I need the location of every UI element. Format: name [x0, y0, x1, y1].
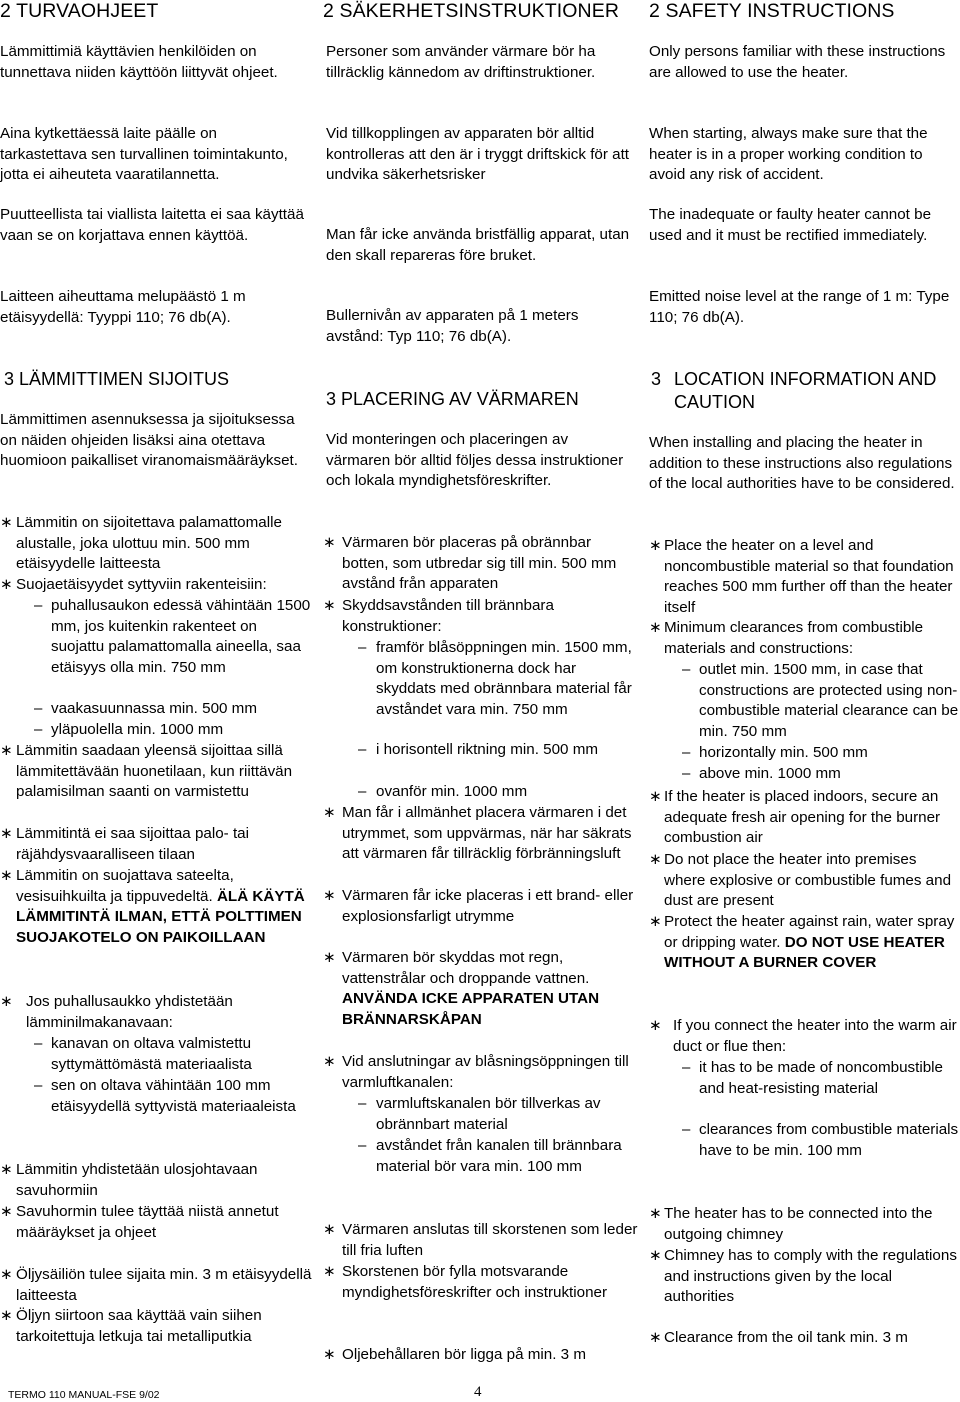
english-section3-title: LOCATION INFORMATION AND CAUTION	[674, 369, 937, 412]
finnish-noise-paragraph: Laitteen aiheuttama melupäästö 1 m etäisyydellä: Tyyppi 110; 76 db(A).	[0, 288, 246, 326]
asterisk-bullet-icon: ∗	[0, 1307, 13, 1324]
asterisk-bullet-icon: ∗	[649, 1247, 662, 1264]
swedish-bullet-chimney: Värmaren anslutas till skorstenen som leder till fria luften	[342, 1221, 638, 1259]
finnish-bullet-chimney-rules: Savuhormin tulee täyttää niistä annetut määräykset ja ohjeet	[16, 1203, 279, 1241]
english-bullet-chimney: The heater has to be connected into the outgoing chimney	[664, 1205, 933, 1243]
asterisk-bullet-icon: ∗	[323, 1221, 336, 1238]
asterisk-bullet-icon: ∗	[323, 1346, 336, 1363]
english-bullet-rain	[664, 912, 960, 974]
swedish-dash-above: ovanför min. 1000 mm	[376, 783, 528, 800]
swedish-bullet-explosive: Värmaren får icke placeras i ett brand- eller explosionsfarligt utrymme	[342, 887, 634, 925]
dash-bullet-icon: –	[34, 597, 43, 614]
english-bullet-explosive: Do not place the heater into premises where explosive or combustible fumes and dust are present	[664, 851, 952, 910]
swedish-bullet-clearances: Skyddsavstånden till brännbara konstruktioner:	[342, 597, 554, 635]
english-dash-above: above min. 1000 mm	[699, 765, 841, 782]
swedish-bullet-oil-tank: Oljebehållaren bör ligga på min. 3 m	[342, 1346, 586, 1363]
swedish-faulty-paragraph: Man får icke använda bristfällig apparat, utan den skall repareras före bruket.	[326, 226, 630, 264]
asterisk-bullet-icon: ∗	[0, 993, 13, 1010]
asterisk-bullet-icon: ∗	[649, 913, 662, 930]
finnish-dash-duct-material: kanavan on oltava valmistettu syttymättömästä materiaalista	[51, 1035, 252, 1073]
dash-bullet-icon: –	[358, 783, 367, 800]
finnish-bullet-duct: Jos puhallusaukko yhdistetään lämminilmakanavaan:	[26, 993, 233, 1031]
swedish-rain-text: Värmaren bör skyddas mot regn, vattenstrålar och droppande vattnen.	[342, 949, 590, 987]
finnish-bullet-oil-hoses: Öljyn siirtoon saa käyttää vain siihen tarkoitettuja letkuja tai metalliputkia	[16, 1307, 262, 1345]
swedish-warning-text: ANVÄNDA ICKE APPARATEN UTAN BRÄNNARSKÅPAN	[342, 990, 600, 1028]
dash-bullet-icon: –	[358, 1137, 367, 1154]
dash-bullet-icon: –	[34, 1077, 43, 1094]
english-rain-text: Protect the heater against rain, water spray or dripping water.	[664, 913, 955, 951]
asterisk-bullet-icon: ∗	[0, 1161, 13, 1178]
swedish-noise-paragraph: Bullernivån av apparaten på 1 meters avstånd: Typ 110; 76 db(A).	[326, 307, 579, 345]
english-users-paragraph: Only persons familiar with these instructions are allowed to use the heater.	[649, 43, 946, 81]
swedish-installation-paragraph: Vid monteringen och placeringen av värmaren bör alltid följes dessa instruktioner och lokala myndighetsföreskrifter.	[326, 431, 624, 490]
finnish-dash-horizontal: vaakasuunnassa min. 500 mm	[51, 700, 257, 717]
asterisk-bullet-icon: ∗	[0, 514, 13, 531]
swedish-dash-duct-clearance: avståndet från kanalen till brännbara material bör vara min. 100 mm	[376, 1137, 622, 1175]
footer-manual-id: TERMO 110 MANUAL-FSE 9/02	[8, 1389, 160, 1401]
swedish-bullet-duct: Vid anslutningar av blåsningsöppningen till varmluftkanalen:	[342, 1053, 629, 1091]
english-bullet-duct: If you connect the heater into the warm air duct or flue then:	[673, 1017, 957, 1055]
swedish-dash-duct-material: varmluftskanalen bör tillverkas av obrännbart material	[376, 1095, 601, 1133]
english-bullet-clearances: Minimum clearances from combustible materials and constructions:	[664, 619, 924, 657]
finnish-bullet-rain	[16, 866, 316, 948]
swedish-bullet-indoor: Man får i allmänhet placera värmaren i det utrymmet, som uppvärmas, när har säkrats att värmaren får tillräcklig förbränningsluft	[342, 804, 632, 863]
asterisk-bullet-icon: ∗	[649, 1205, 662, 1222]
asterisk-bullet-icon: ∗	[649, 619, 662, 636]
asterisk-bullet-icon: ∗	[0, 576, 13, 593]
finnish-section3-title: 3 LÄMMITTIMEN SIJOITUS	[4, 369, 230, 389]
page-number: 4	[474, 1384, 482, 1400]
finnish-installation-paragraph: Lämmittimen asennuksessa ja sijoituksessa on näiden ohjeiden lisäksi aina otettava huomioon paikalliset viranomaismääräykset.	[0, 411, 298, 470]
swedish-startup-paragraph: Vid tillkopplingen av apparaten bör alltid kontrolleras att den är i tryggt driftskick för att undvika säkerhetsrisker	[326, 125, 630, 184]
finnish-users-paragraph: Lämmittimiä käyttävien henkilöiden on tunnettava niiden käyttöön liittyvät ohjeet.	[0, 43, 278, 81]
finnish-dash-outlet: puhallusaukon edessä vähintään 1500 mm, jos kuitenkin rakenteet on suojattu palamattomalla aineella, saa etäisyys olla min. 750 mm	[51, 597, 311, 676]
english-title: 2 SAFETY INSTRUCTIONS	[649, 0, 895, 22]
english-bullet-chimney-rules: Chimney has to comply with the regulations and instructions given by the local authorities	[664, 1247, 957, 1306]
dash-bullet-icon: –	[358, 639, 367, 656]
dash-bullet-icon: –	[682, 765, 691, 782]
asterisk-bullet-icon: ∗	[0, 825, 13, 842]
english-bullet-base: Place the heater on a level and noncombustible material so that foundation reaches 500 mm further off than the heater itself	[664, 537, 954, 616]
asterisk-bullet-icon: ∗	[649, 537, 662, 554]
english-warning-text: DO NOT USE HEATER WITHOUT A BURNER COVER	[664, 933, 945, 972]
dash-bullet-icon: –	[358, 1095, 367, 1112]
asterisk-bullet-icon: ∗	[323, 1053, 336, 1070]
english-section3-number: 3	[651, 369, 662, 389]
asterisk-bullet-icon: ∗	[323, 1263, 336, 1280]
finnish-faulty-paragraph: Puutteellista tai viallista laitetta ei saa käyttää vaan se on korjattava ennen käyttöä.	[0, 206, 304, 244]
swedish-bullet-base: Värmaren bör placeras på obrännbar botten, som utbredar sig till min. 500 mm avstånd från apparaten	[342, 534, 617, 593]
asterisk-bullet-icon: ∗	[0, 867, 13, 884]
finnish-bullet-chimney: Lämmitin yhdistetään ulosjohtavaan savuhormiin	[16, 1161, 258, 1199]
asterisk-bullet-icon: ∗	[0, 1266, 13, 1283]
asterisk-bullet-icon: ∗	[323, 597, 336, 614]
finnish-dash-duct-clearance: sen on oltava vähintään 100 mm etäisyydellä syttyvistä materiaaleista	[51, 1077, 296, 1115]
finnish-bullet-indoor: Lämmitin saadaan yleensä sijoittaa sillä lämmitettävään huonetilaan, kun riittävän palamisilman saanti on varmistettu	[16, 742, 293, 801]
english-dash-outlet: outlet min. 1500 mm, in case that constructions are protected using non-combustible material clearance can be min. 750 mm	[699, 661, 959, 740]
swedish-dash-horizontal: i horisontell riktning min. 500 mm	[376, 741, 598, 758]
asterisk-bullet-icon: ∗	[0, 1203, 13, 1220]
english-faulty-paragraph: The inadequate or faulty heater cannot be used and it must be rectified immediately.	[649, 206, 932, 244]
dash-bullet-icon: –	[682, 661, 691, 678]
swedish-title: 2 SÄKERHETSINSTRUKTIONER	[323, 0, 620, 22]
english-bullet-oil-tank: Clearance from the oil tank min. 3 m	[664, 1329, 908, 1346]
finnish-warning-text: ÄLÄ KÄYTÄ LÄMMITINTÄ ILMAN, ETTÄ POLTTIMEN SUOJAKOTELO ON PAIKOILLAAN	[16, 887, 305, 946]
finnish-bullet-oil-tank: Öljysäiliön tulee sijaita min. 3 m etäisyydellä laitteesta	[16, 1266, 312, 1304]
dash-bullet-icon: –	[34, 721, 43, 738]
asterisk-bullet-icon: ∗	[649, 851, 662, 868]
dash-bullet-icon: –	[358, 741, 367, 758]
dash-bullet-icon: –	[682, 744, 691, 761]
dash-bullet-icon: –	[34, 700, 43, 717]
asterisk-bullet-icon: ∗	[649, 1017, 662, 1034]
finnish-bullet-base: Lämmitin on sijoitettava palamattomalle alustalle, joka ulottuu min. 500 mm etäisyydelle laitteesta	[16, 514, 282, 573]
finnish-rain-text: Lämmitin on suojattava sateelta, vesisuihkuilta ja tippuvedeltä.	[16, 867, 234, 905]
finnish-bullet-explosive: Lämmitintä ei saa sijoittaa palo- tai räjähdysvaaralliseen tilaan	[16, 825, 249, 863]
finnish-title: 2 TURVAOHJEET	[0, 0, 159, 22]
asterisk-bullet-icon: ∗	[649, 788, 662, 805]
finnish-startup-paragraph: Aina kytkettäessä laite päälle on tarkastettava sen turvallinen toimintakunto, jotta ei aiheuteta vaaratilannetta.	[0, 125, 288, 184]
swedish-dash-outlet: framför blåsöppningen min. 1500 mm, om konstruktionerna dock har skyddats med obrännbara material får avståndet vara min. 750 mm	[376, 639, 632, 718]
english-startup-paragraph: When starting, always make sure that the heater is in a proper working condition to avoid any risk of accident.	[649, 125, 928, 184]
english-dash-duct-material: it has to be made of noncombustible and heat-resisting material	[699, 1059, 943, 1097]
dash-bullet-icon: –	[682, 1121, 691, 1138]
swedish-section3-title: 3 PLACERING AV VÄRMAREN	[326, 389, 579, 409]
asterisk-bullet-icon: ∗	[649, 1329, 662, 1346]
asterisk-bullet-icon: ∗	[323, 949, 336, 966]
swedish-users-paragraph: Personer som använder värmare bör ha tillräcklig kännedom av driftinstruktioner.	[326, 43, 596, 81]
english-dash-horizontal: horizontally min. 500 mm	[699, 744, 868, 761]
english-dash-duct-clearance: clearances from combustible materials have to be min. 100 mm	[699, 1121, 959, 1159]
asterisk-bullet-icon: ∗	[323, 804, 336, 821]
asterisk-bullet-icon: ∗	[0, 742, 13, 759]
swedish-bullet-rain	[342, 948, 640, 1030]
asterisk-bullet-icon: ∗	[323, 534, 336, 551]
finnish-dash-above: yläpuolella min. 1000 mm	[51, 721, 224, 738]
asterisk-bullet-icon: ∗	[323, 887, 336, 904]
dash-bullet-icon: –	[682, 1059, 691, 1076]
finnish-bullet-clearances: Suojaetäisyydet syttyviin rakenteisiin:	[16, 576, 267, 593]
dash-bullet-icon: –	[34, 1035, 43, 1052]
english-bullet-indoor: If the heater is placed indoors, secure an adequate fresh air opening for the burner combustion air	[664, 788, 941, 847]
swedish-bullet-chimney-rules: Skorstenen bör fylla motsvarande myndighetsföreskrifter och instruktioner	[342, 1263, 608, 1301]
english-installation-paragraph: When installing and placing the heater in addition to these instructions also regulations of the local authorities have to be considered.	[649, 434, 955, 493]
english-noise-paragraph: Emitted noise level at the range of 1 m: Type 110; 76 db(A).	[649, 288, 950, 326]
